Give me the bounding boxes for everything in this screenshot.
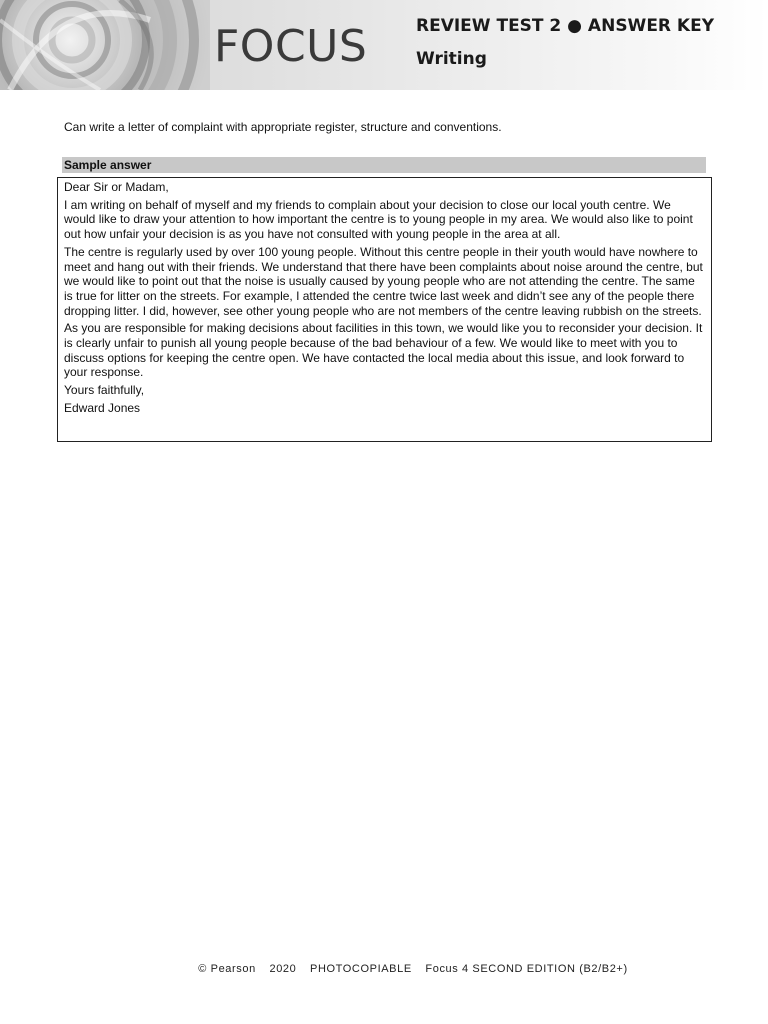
page-footer: [0, 963, 768, 975]
letter-greeting: Dear Sir or Madam,: [64, 180, 169, 194]
letter-paragraph: I am writing on behalf of myself and my friends to complain about your decision to close our local youth centre. We would like to draw your attention to how important the centre is to young people in my area. We would also like to point out how unfair your decision is as you have not consulted with young people in the area at all.: [64, 197, 693, 242]
decorative-swirl-graphic: [0, 0, 210, 90]
letter-signature: Edward Jones: [64, 400, 141, 415]
footer-photocopiable: PHOTOCOPIABLE: [310, 963, 412, 975]
sample-answer-heading: [62, 157, 706, 173]
letter-paragraph: The centre is regularly used by over 100 young people. Without this centre people in their youth would have nowhere to meet and hang out with their friends. We understand that there have been complaints about noise around the centre, but we would like to point out that the noise is usually caused by young people who are not attending the centre. The same is true for litter on the streets. For example, I attended the centre twice last week and didn’t see any of the people there dropping litter. I did, however, see other young people who are not members of the centre leaving rubbish on the streets.: [64, 244, 703, 318]
sample-answer-box: [57, 177, 712, 442]
sample-answer-label: Sample answer: [64, 158, 152, 172]
page-title: REVIEW TEST 2 ● ANSWER KEY: [416, 16, 715, 36]
focus-logo: FOCUS: [214, 21, 368, 72]
letter-paragraph: As you are responsible for making decisions about facilities in this town, we would like you to reconsider your decision. It is clearly unfair to punish all young people because of the bad behaviour of a few. We would like to meet with you to discuss options for keeping the centre open. We have contacted the local media about this issue, and look forward to your response.: [64, 321, 703, 380]
page-header: [0, 0, 768, 90]
page-subtitle: Writing: [416, 49, 487, 69]
letter-closing: Yours faithfully,: [64, 383, 145, 398]
footer-year: 2020: [269, 963, 297, 975]
objective-text: Can write a letter of complaint with appropriate register, structure and conventions.: [64, 120, 502, 134]
footer-copyright: © Pearson: [198, 963, 256, 975]
footer-edition: Focus 4 SECOND EDITION (B2/B2+): [425, 963, 628, 975]
